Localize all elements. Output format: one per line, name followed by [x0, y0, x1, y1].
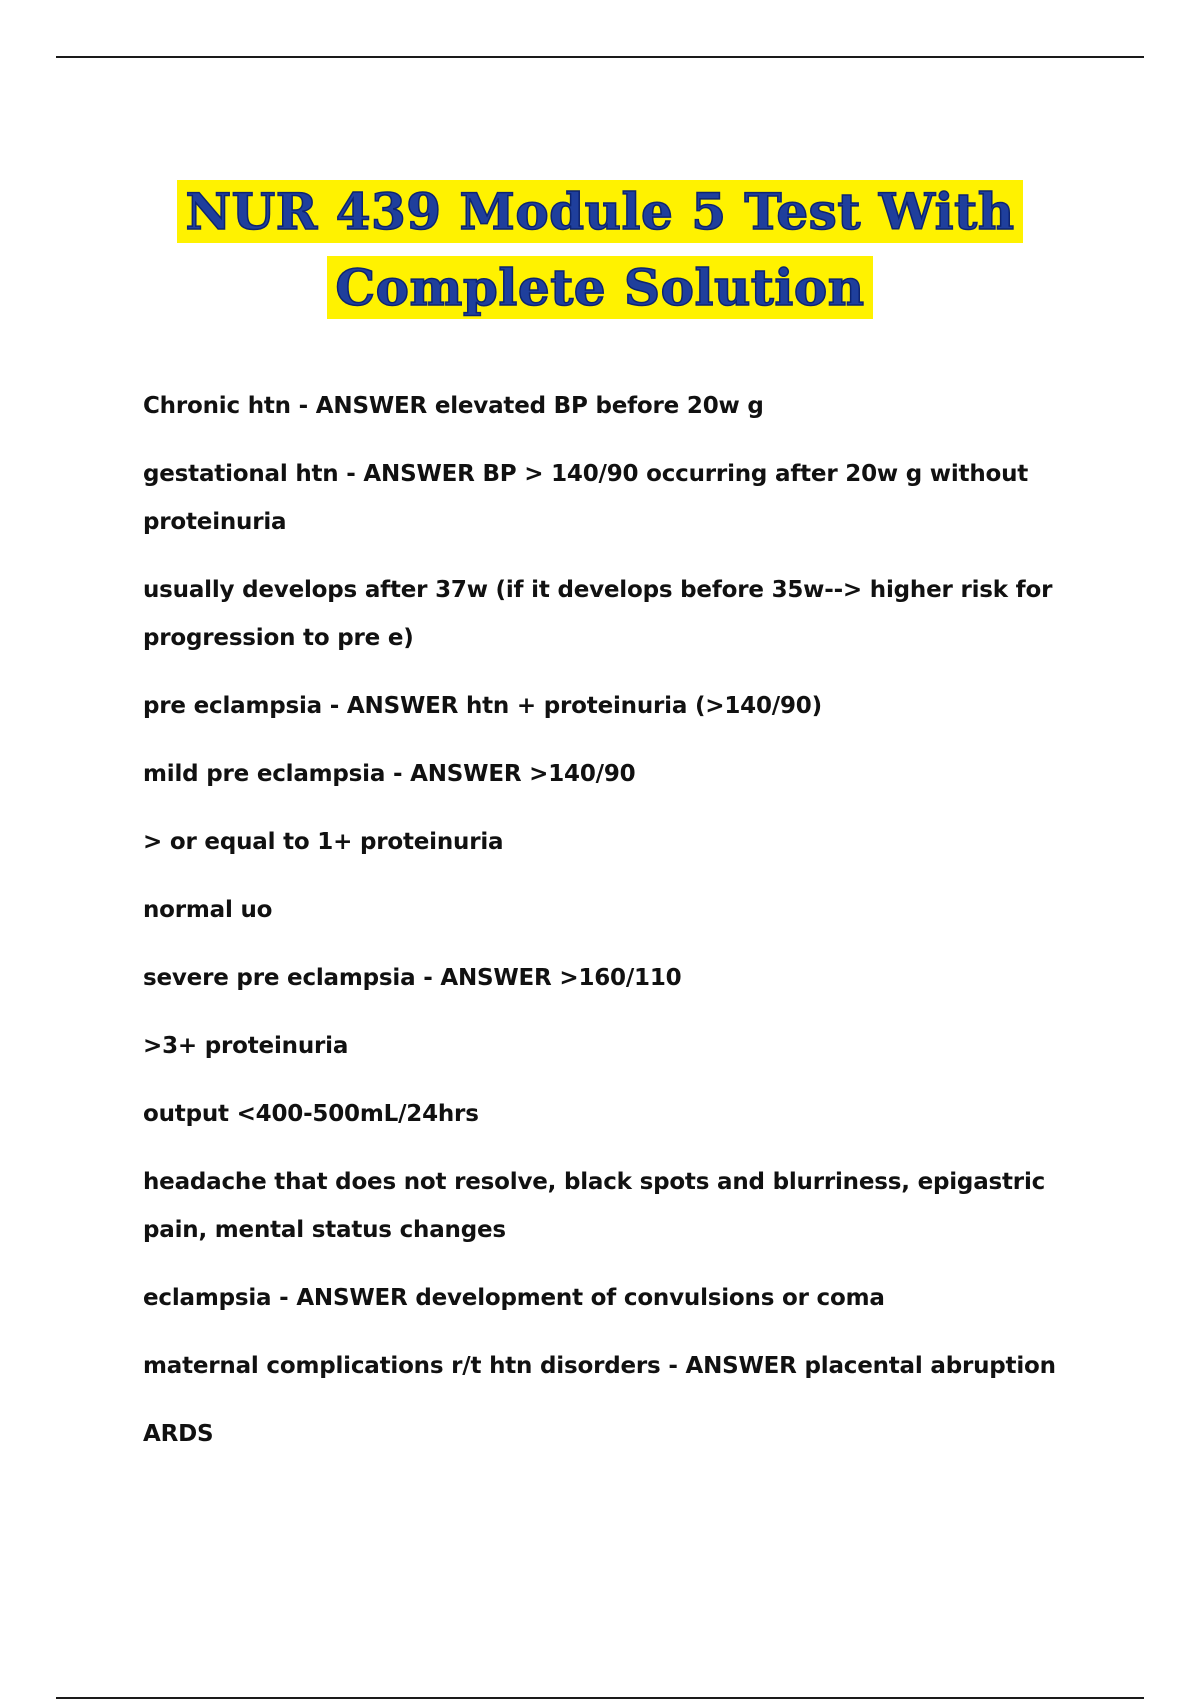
body-line: usually develops after 37w (if it develops before 35w--> higher risk for progression to pre e)	[143, 577, 1053, 651]
body-line: >3+ proteinuria	[143, 1033, 349, 1059]
body-line: gestational htn - ANSWER BP > 140/90 occurring after 20w g without proteinuria	[143, 461, 1029, 535]
body-line: normal uo	[143, 897, 273, 923]
body-line: Chronic htn - ANSWER elevated BP before 20w g	[143, 393, 764, 419]
body-line: eclampsia - ANSWER development of convulsions or coma	[143, 1285, 885, 1311]
body-line: pre eclampsia - ANSWER htn + proteinuria (>140/90)	[143, 693, 822, 719]
document-title	[0, 174, 1200, 326]
body-line: severe pre eclampsia - ANSWER >160/110	[143, 965, 682, 991]
body-line: ARDS	[143, 1421, 214, 1447]
body-line: output <400-500mL/24hrs	[143, 1101, 479, 1127]
body-line: maternal complications r/t htn disorders - ANSWER placental abruption	[143, 1353, 1056, 1379]
body-line: > or equal to 1+ proteinuria	[143, 829, 504, 855]
top-divider	[56, 56, 1144, 58]
title-line-1: NUR 439 Module 5 Test With	[177, 180, 1022, 243]
body-line: mild pre eclampsia - ANSWER >140/90	[143, 761, 636, 787]
bottom-divider	[56, 1697, 1144, 1699]
body-line: headache that does not resolve, black spots and blurriness, epigastric pain, mental status changes	[143, 1169, 1046, 1243]
title-line-2: Complete Solution	[327, 256, 872, 319]
document-body	[143, 382, 1073, 1478]
